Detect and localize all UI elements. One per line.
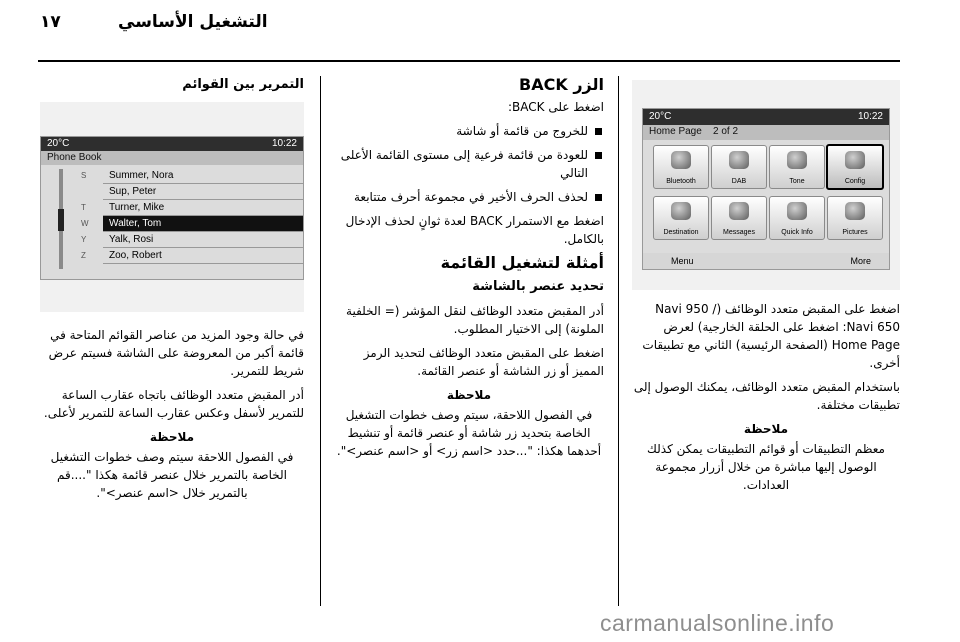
paragraph: اضغط على المقبض متعدد الوظائف (Navi 950 / Navi 650: اضغط على الحلقة الخارجية) لعرض Home Page (الصفحة الرئيسية) الثاني مع تطبيقات أخرى. bbox=[642, 302, 900, 370]
left-column-text bbox=[40, 326, 304, 508]
section-title: أمثلة لتشغيل القائمة bbox=[440, 253, 604, 272]
subsection-title: تحديد عنصر بالشاشة bbox=[472, 279, 604, 294]
column-divider bbox=[618, 76, 619, 606]
clock: 10:22 bbox=[271, 138, 297, 149]
paragraph: باستخدام المقبض متعدد الوظائف، يمكنك الوصول إلى تطبيقات مختلفة. bbox=[633, 380, 900, 412]
section-title: التمرير بين القوائم bbox=[182, 77, 304, 92]
header-divider bbox=[38, 60, 900, 62]
section-title: الزر BACK bbox=[519, 75, 604, 94]
temperature: 20°C bbox=[47, 138, 70, 149]
tile-label: Config bbox=[844, 178, 866, 185]
list-item: للعودة من قائمة فرعية إلى مستوى القائمة الأعلى التالي bbox=[334, 146, 604, 182]
middle-column bbox=[334, 76, 604, 466]
tile-label: Quick Info bbox=[781, 229, 813, 236]
scrollbar[interactable] bbox=[59, 169, 63, 269]
page-label: Home Page bbox=[649, 126, 702, 137]
home-page-screen bbox=[642, 108, 890, 270]
note-title: ملاحظة bbox=[149, 430, 195, 444]
paragraph: اضغط على BACK: bbox=[508, 100, 604, 114]
tone-tile[interactable] bbox=[769, 145, 825, 189]
scrollbar-thumb[interactable] bbox=[58, 209, 64, 231]
paragraph: اضغط على المقبض متعدد الوظائف لتحديد الرمز المميز أو زر الشاشة أو عنصر القائمة. bbox=[363, 346, 604, 378]
messages-tile[interactable] bbox=[711, 196, 767, 240]
more-button[interactable]: More bbox=[850, 256, 871, 266]
contact-row-selected[interactable]: Walter, Tom bbox=[103, 216, 304, 232]
tile-label: DAB bbox=[731, 178, 747, 185]
quick-info-icon bbox=[787, 202, 807, 220]
pictures-tile[interactable] bbox=[827, 196, 883, 240]
tile-label: Bluetooth bbox=[666, 178, 696, 185]
contact-row[interactable]: Yalk, Rosi bbox=[103, 232, 304, 248]
paragraph: اضغط مع الاستمرار BACK لعدة ثوانٍ لحذف الإدخال بالكامل. bbox=[345, 214, 604, 246]
quick-info-tile[interactable] bbox=[769, 196, 825, 240]
home-page-figure bbox=[632, 80, 900, 290]
bluetooth-icon bbox=[671, 151, 691, 169]
list-item: للخروج من قائمة أو شاشة bbox=[334, 122, 604, 140]
page-number: ١٧ bbox=[40, 12, 61, 32]
contact-row[interactable]: Sup, Peter bbox=[103, 184, 304, 200]
dab-icon bbox=[729, 151, 749, 169]
note-title: ملاحظة bbox=[743, 422, 789, 436]
destination-tile[interactable] bbox=[653, 196, 709, 240]
contact-row[interactable]: Summer, Nora bbox=[103, 168, 304, 184]
note-text: في الفصول اللاحقة، سيتم وصف خطوات التشغيل الخاصة بتحديد زر شاشة أو عنصر قائمة أو تنشيط أحدهما هكذا: "...حدد <اسم زر> أو <اسم عنصر>". bbox=[336, 408, 602, 458]
contact-row[interactable]: Zoo, Robert bbox=[103, 248, 304, 264]
config-tile[interactable] bbox=[826, 144, 884, 190]
status-bar bbox=[41, 137, 303, 151]
paragraph: أدر المقبض متعدد الوظائف لنقل المؤشر (= الخلفية الملونة) إلى الاختيار المطلوب. bbox=[346, 304, 604, 336]
tile-label: Tone bbox=[789, 178, 805, 185]
menu-button[interactable]: Menu bbox=[671, 256, 694, 266]
index-letter: Z bbox=[81, 251, 86, 260]
page-index: 2 of 2 bbox=[713, 126, 739, 137]
list-title-bar bbox=[41, 151, 303, 165]
right-column-text bbox=[632, 300, 900, 500]
phone-book-screen bbox=[40, 136, 304, 280]
temperature: 20°C bbox=[649, 111, 672, 122]
watermark: carmanualsonline.info bbox=[600, 610, 835, 636]
note-text: في الفصول اللاحقة سيتم وصف خطوات التشغيل الخاصة بالتمرير خلال عنصر قائمة هكذا "....قم بالتمرير خلال <اسم عنصر>". bbox=[50, 450, 294, 500]
tone-icon bbox=[787, 151, 807, 169]
list-item: لحذف الحرف الأخير في مجموعة أحرف متتابعة bbox=[334, 188, 604, 206]
gear-icon bbox=[845, 151, 865, 169]
phone-book-figure bbox=[40, 102, 304, 312]
list-title: Phone Book bbox=[47, 152, 102, 163]
page-title-bar bbox=[643, 125, 889, 140]
clock: 10:22 bbox=[857, 111, 883, 122]
dab-tile[interactable] bbox=[711, 145, 767, 189]
tile-label: Destination bbox=[663, 229, 699, 236]
pictures-icon bbox=[845, 202, 865, 220]
bluetooth-tile[interactable] bbox=[653, 145, 709, 189]
tile-label: Messages bbox=[723, 229, 755, 236]
index-letter: Y bbox=[81, 235, 87, 244]
paragraph: في حالة وجود المزيد من عناصر القوائم المتاحة في قائمة أكبر من المعروضة على الشاشة فسيتم عرض شريط للتمرير. bbox=[48, 328, 304, 378]
note-text: معظم التطبيقات أو قوائم التطبيقات يمكن كذلك الوصول إليها مباشرة من خلال أزرار مجموعة العدادات. bbox=[647, 442, 885, 492]
bullet-list bbox=[334, 122, 604, 206]
tile-label: Pictures bbox=[842, 229, 868, 236]
column-divider bbox=[320, 76, 321, 606]
note-title: ملاحظة bbox=[446, 388, 492, 402]
status-bar bbox=[643, 109, 889, 125]
index-letter: T bbox=[81, 203, 86, 212]
page-header-title: التشغيل الأساسي bbox=[118, 12, 268, 32]
index-letter: W bbox=[81, 219, 89, 228]
paragraph: أدر المقبض متعدد الوظائف باتجاه عقارب الساعة للتمرير لأسفل وعكس عقارب الساعة للتمرير لأعلى. bbox=[43, 388, 304, 420]
index-letter: S bbox=[81, 171, 87, 180]
bottom-bar bbox=[643, 253, 889, 269]
left-column-heading bbox=[40, 76, 304, 100]
contact-row[interactable]: Turner, Mike bbox=[103, 200, 304, 216]
envelope-icon bbox=[729, 202, 749, 220]
destination-icon bbox=[671, 202, 691, 220]
